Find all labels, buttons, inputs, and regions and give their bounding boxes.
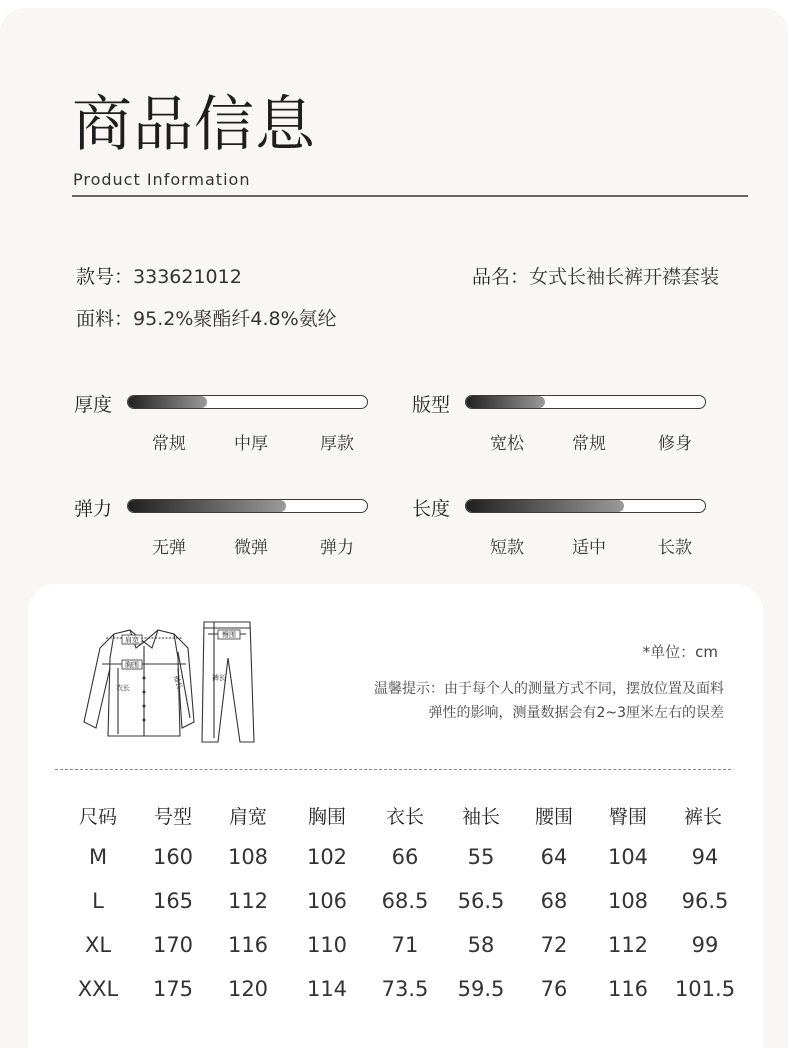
length-tick-2: 适中 (572, 538, 606, 558)
fabric (76, 304, 337, 331)
table-cell: 108 (227, 845, 269, 869)
table-header-model: 号型 (153, 806, 193, 828)
table-cell: 101.5 (674, 977, 736, 1001)
metric-label-fit: 版型 (412, 394, 451, 416)
table-cell: 104 (607, 845, 649, 869)
thickness-bar-fill (128, 396, 207, 408)
table-header-hip: 臀围 (608, 806, 648, 828)
table-header-length: 衣长 (385, 806, 425, 828)
table-cell: 94 (691, 845, 719, 869)
table-cell: 112 (227, 889, 269, 913)
table-cell: 76 (540, 977, 568, 1001)
table-cell: 108 (607, 889, 649, 913)
table-cell: 96.5 (681, 889, 729, 913)
product-name (472, 262, 719, 289)
table-cell: 68 (540, 889, 568, 913)
thickness-tick-1: 常规 (152, 434, 186, 454)
product-name-label: 品名： (472, 266, 530, 288)
fit-tick-1: 宽松 (490, 434, 524, 454)
measurement-note-line-1: 温馨提示：由于每个人的测量方式不同，摆放位置及面料 (374, 681, 724, 697)
table-cell: 106 (306, 889, 348, 913)
table-cell: 114 (306, 977, 348, 1001)
table-header-pants-length: 裤长 (683, 806, 723, 828)
table-cell: 59.5 (457, 977, 505, 1001)
title-divider (72, 195, 748, 197)
table-cell: XXL (77, 977, 119, 1001)
unit-label: *单位：cm (642, 643, 718, 661)
table-cell: 116 (227, 933, 269, 957)
metric-label-length: 长度 (412, 498, 451, 520)
table-header-sleeve: 袖长 (461, 806, 501, 828)
table-cell: 110 (306, 933, 348, 957)
fabric-label: 面料： (76, 308, 134, 330)
table-cell: 112 (607, 933, 649, 957)
table-cell: 160 (152, 845, 194, 869)
thickness-tick-3: 厚款 (320, 434, 354, 454)
table-cell: 102 (306, 845, 348, 869)
table-cell: XL (84, 933, 112, 957)
page-title: 商品信息 (72, 90, 316, 160)
section-divider (55, 769, 731, 770)
table-cell: 120 (227, 977, 269, 1001)
table-header-shoulder: 肩宽 (228, 806, 268, 828)
table-cell: 116 (607, 977, 649, 1001)
metric-label-thickness: 厚度 (74, 394, 113, 416)
fabric-value: 95.2%聚酯纤4.8%氨纶 (133, 308, 337, 330)
thickness-bar (127, 395, 368, 409)
length-bar-fill (466, 500, 624, 512)
length-bar (465, 499, 706, 513)
table-cell: 55 (467, 845, 495, 869)
garment-measurement-diagram (78, 618, 274, 750)
diagram-label-sleeve: 袖长 (172, 674, 184, 691)
diagram-label-chest: 胸围 (125, 661, 139, 669)
diagram-label-length: 衣长 (116, 684, 130, 692)
table-cell: 73.5 (381, 977, 429, 1001)
table-cell: L (92, 889, 104, 913)
table-cell: 66 (391, 845, 419, 869)
table-cell: 56.5 (457, 889, 505, 913)
fit-bar-fill (466, 396, 545, 408)
table-cell: 64 (540, 845, 568, 869)
table-cell: M (88, 845, 108, 869)
style-number (76, 262, 242, 289)
elasticity-tick-1: 无弹 (152, 538, 186, 558)
table-cell: 72 (540, 933, 568, 957)
style-number-label: 款号： (76, 266, 134, 288)
elasticity-tick-2: 微弹 (234, 538, 268, 558)
fit-tick-2: 常规 (572, 434, 606, 454)
table-header-waist: 腰围 (534, 806, 574, 828)
fit-bar (465, 395, 706, 409)
pants-illustration (202, 622, 254, 742)
table-cell: 165 (152, 889, 194, 913)
diagram-label-pants-length: 裤长 (212, 674, 226, 682)
measurement-note-line-2: 弹性的影响，测量数据会有2~3厘米左右的误差 (428, 705, 724, 721)
table-cell: 99 (691, 933, 719, 957)
metric-label-elasticity: 弹力 (74, 498, 113, 520)
table-cell: 175 (152, 977, 194, 1001)
elasticity-bar-fill (128, 500, 286, 512)
style-number-value: 333621012 (133, 266, 242, 288)
table-header-size: 尺码 (78, 806, 118, 828)
page-subtitle: Product Information (73, 170, 251, 189)
diagram-label-shoulder: 肩宽 (125, 636, 139, 644)
table-cell: 71 (391, 933, 419, 957)
length-tick-1: 短款 (490, 538, 524, 558)
table-cell: 170 (152, 933, 194, 957)
diagram-label-hip: 臀围 (222, 631, 236, 639)
table-cell: 68.5 (381, 889, 429, 913)
product-name-value: 女式长袖长裤开襟套装 (529, 266, 720, 288)
fit-tick-3: 修身 (658, 434, 692, 454)
table-cell: 58 (467, 933, 495, 957)
table-header-chest: 胸围 (307, 806, 347, 828)
length-tick-3: 长款 (658, 538, 692, 558)
thickness-tick-2: 中厚 (234, 434, 268, 454)
elasticity-tick-3: 弹力 (320, 538, 354, 558)
elasticity-bar (127, 499, 368, 513)
